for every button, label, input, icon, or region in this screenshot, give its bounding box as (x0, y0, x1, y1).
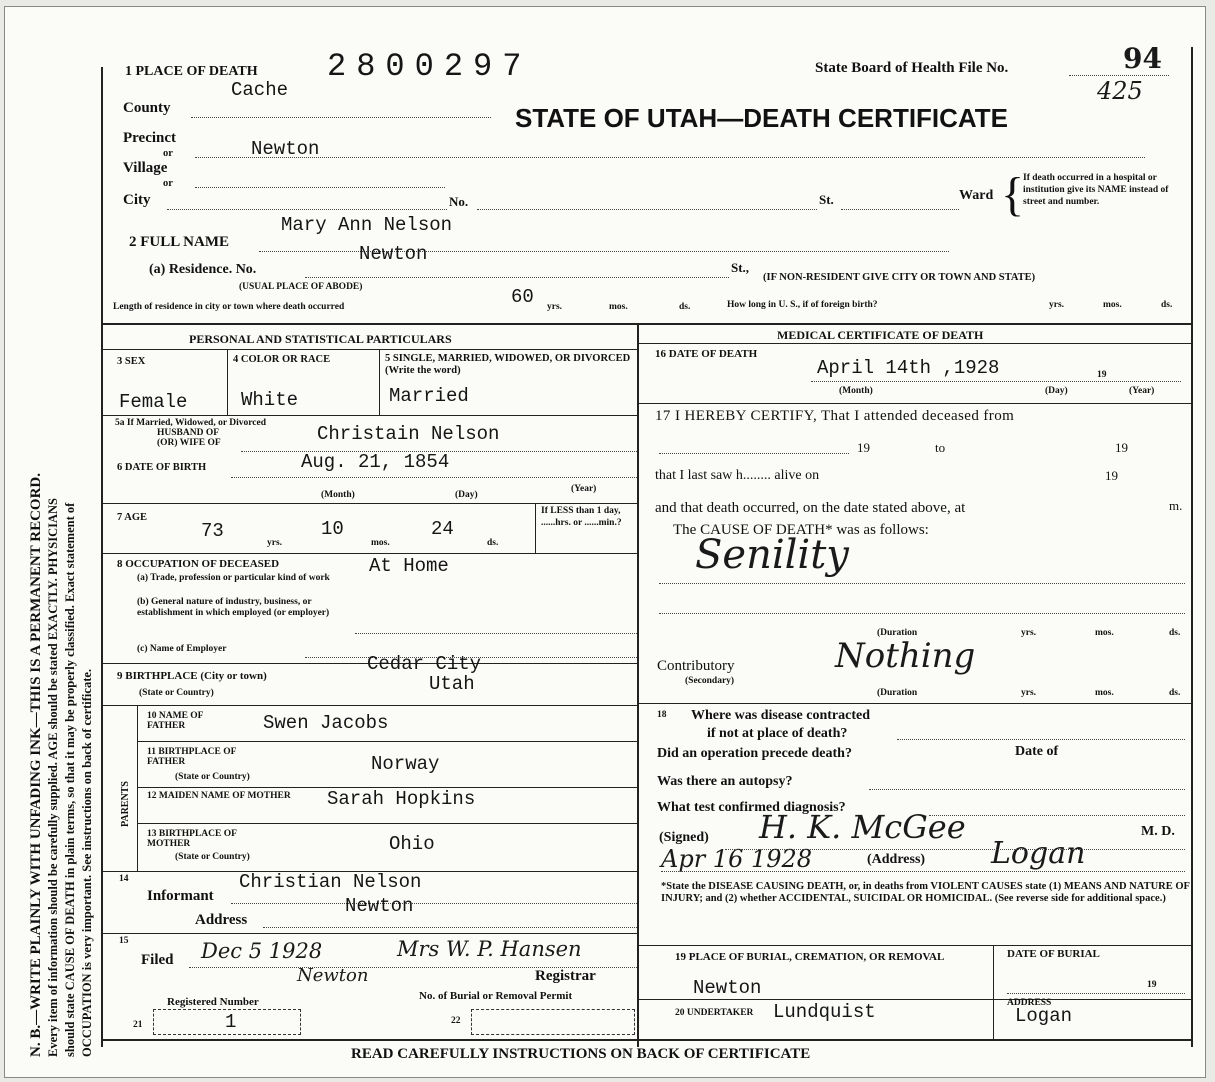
father-state-label: (State or Country) (175, 772, 250, 782)
med-address-value: Logan (991, 836, 1086, 871)
age-ds-label: ds. (487, 538, 499, 548)
yrs-label: yrs. (547, 302, 563, 312)
signed-label: (Signed) (659, 830, 709, 845)
village-label: Village (123, 160, 168, 176)
death-day-label: (Day) (1045, 386, 1068, 396)
burial-permit-box (471, 1009, 635, 1035)
certificate-number: 2800297 (327, 48, 532, 85)
burial-place-label: 19 PLACE OF BURIAL, CREMATION, OR REMOVAL (675, 951, 945, 963)
county-label: County (123, 100, 171, 116)
middle-divider (637, 323, 639, 1047)
employer-label: (c) Name of Employer (137, 644, 227, 654)
duration1-yrs: yrs. (1021, 628, 1037, 638)
certificate-title: STATE OF UTAH—DEATH CERTIFICATE (515, 103, 1008, 133)
birthplace-state: Utah (429, 673, 475, 695)
duration2-mos: mos. (1095, 688, 1114, 698)
informant-value: Christian Nelson (239, 871, 422, 893)
age-years: 73 (201, 520, 224, 542)
left-border (101, 67, 103, 1047)
ds-label-2: ds. (1161, 300, 1173, 310)
informant-address-label: Address (195, 912, 248, 928)
how-long-label: How long in U. S., if of foreign birth? (727, 300, 878, 310)
burial-permit-label: No. of Burial or Removal Permit (419, 990, 573, 1002)
secondary-label: (Secondary) (685, 676, 735, 686)
dob-value: Aug. 21, 1854 (301, 451, 450, 473)
duration2-yrs: yrs. (1021, 688, 1037, 698)
burial-place-value: Newton (693, 977, 762, 999)
side-note-2: Every item of information should be carefully supplied. AGE should be stated EXACTLY. PHYSICIANS (46, 498, 60, 1057)
cause-label: The CAUSE OF DEATH* was as follows: (673, 522, 929, 538)
medical-header: MEDICAL CERTIFICATE OF DEATH (777, 328, 984, 342)
item21-label: 21 (133, 1020, 143, 1030)
registered-number-label: Registered Number (167, 996, 259, 1008)
cause-footnote: *State the DISEASE CAUSING DEATH, or, in deaths from VIOLENT CAUSES state (1) MEANS AND NATURE OF INJURY; and (2) whether ACCIDENTAL, SUICIDAL OR HOMICIDAL. (See reverse side for additional space.) (661, 881, 1190, 905)
bottom-instruction: READ CAREFULLY INSTRUCTIONS ON BACK OF CERTIFICATE (351, 1046, 811, 1062)
full-name-label: 2 FULL NAME (129, 234, 230, 250)
operation-label: Did an operation precede death? (657, 746, 852, 761)
not-place-label: if not at place of death? (707, 726, 848, 741)
death-year-label: (Year) (1129, 386, 1155, 396)
last-saw-label: that I last saw h........ alive on (655, 468, 820, 483)
father-birthplace-value: Norway (371, 753, 440, 775)
less-than-label: If LESS than 1 day, ......hrs. or ......min.? (541, 506, 622, 529)
or-label-1: or (163, 148, 173, 159)
informant-label: Informant (147, 888, 214, 904)
spouse-label-b: HUSBAND OF (157, 428, 220, 438)
last-saw-19: 19 (1105, 468, 1118, 483)
autopsy-label: Was there an autopsy? (657, 774, 793, 789)
st2-label: St., (731, 260, 750, 275)
brace: { (1001, 168, 1025, 221)
date-of-label: Date of (1015, 744, 1059, 759)
death-occurred-m: m. (1169, 498, 1183, 513)
certify-19-a: 19 (857, 440, 870, 455)
test-label: What test confirmed diagnosis? (657, 800, 846, 815)
where-contracted-label: Where was disease contracted (691, 708, 870, 723)
registrar-signature: Mrs W. P. Hansen (397, 937, 582, 961)
item14-label: 14 (119, 874, 129, 884)
or-label-2: or (163, 178, 173, 189)
contributory-value: Nothing (835, 636, 976, 676)
burial-date-label: DATE OF BURIAL (1007, 948, 1100, 960)
age-days: 24 (431, 518, 454, 540)
length-residence-label: Length of residence in city or town where death occurred (113, 302, 345, 312)
occupation-a-label: (a) Trade, profession or particular kind of work (137, 573, 330, 583)
ward-label: Ward (959, 188, 994, 203)
father-name-value: Swen Jacobs (263, 712, 389, 734)
burial-date-19: 19 (1147, 980, 1157, 990)
spouse-label-c: (OR) WIFE OF (157, 438, 221, 448)
registrar-label: Registrar (535, 968, 596, 984)
st-label: St. (819, 192, 834, 207)
ds-label: ds. (679, 302, 691, 312)
certify-to: to (935, 440, 946, 455)
residence-city-value: Newton (359, 243, 428, 265)
file-number-label: State Board of Health File No. (815, 60, 1009, 76)
registered-number-value: 1 (225, 1011, 237, 1033)
full-name-value: Mary Ann Nelson (281, 214, 453, 236)
date-death-19: 19 (1097, 370, 1107, 380)
nonresident-label: (IF NON-RESIDENT GIVE CITY OR TOWN AND STATE) (763, 272, 1036, 283)
spouse-value: Christain Nelson (317, 423, 500, 445)
certify-label: 17 I HEREBY CERTIFY, That I attended deceased from (655, 408, 1015, 424)
marital-value: Married (389, 385, 469, 407)
filed-date: Dec 5 1928 (201, 939, 323, 963)
med-address-label: (Address) (867, 852, 926, 867)
dob-year-label: (Year) (571, 484, 597, 494)
death-occurred-label: and that death occurred, on the date stated above, at (655, 500, 966, 516)
side-note-1: N. B.—WRITE PLAINLY WITH UNFADING INK—THIS IS A PERMANENT RECORD. (28, 473, 44, 1057)
dob-day-label: (Day) (455, 490, 478, 500)
sex-value: Female (119, 391, 188, 413)
dob-month-label: (Month) (321, 490, 355, 500)
mos-label-2: mos. (1103, 300, 1122, 310)
undertaker-label: 20 UNDERTAKER (675, 1008, 754, 1018)
color-label: 4 COLOR OR RACE (233, 354, 331, 365)
occupation-b-label: (b) General nature of industry, business, or establishment in which employed (or employer) (137, 597, 330, 618)
mos-label: mos. (609, 302, 628, 312)
age-yrs-label: yrs. (267, 538, 283, 548)
yrs-label-2: yrs. (1049, 300, 1065, 310)
mother-name-label: 12 MAIDEN NAME OF MOTHER (147, 791, 291, 801)
precinct-label: Precinct (123, 130, 177, 146)
dob-label: 6 DATE OF BIRTH (117, 462, 207, 473)
section-divider (101, 323, 1191, 325)
mother-name-value: Sarah Hopkins (327, 788, 476, 810)
contributory-label: Contributory (657, 658, 735, 674)
duration-label-2: (Duration (877, 688, 918, 698)
bottom-border (101, 1039, 1191, 1041)
marital-label: 5 SINGLE, MARRIED, WIDOWED, OR DIVORCED (Write the word) (385, 353, 631, 376)
death-certificate (4, 6, 1206, 1078)
no-label: No. (449, 194, 469, 209)
undertaker-address-value: Logan (1015, 1005, 1073, 1027)
undertaker-address-label: ADDRESS (1007, 998, 1052, 1008)
undertaker-value: Lundquist (773, 1001, 876, 1023)
occupation-value: At Home (369, 555, 449, 577)
spouse-label-a: 5a If Married, Widowed, or Divorced (115, 418, 267, 428)
file-number-2: 425 (1097, 77, 1143, 105)
informant-address-value: Newton (345, 895, 414, 917)
place-of-death-label: 1 PLACE OF DEATH (125, 64, 258, 79)
filed-label: Filed (141, 952, 174, 968)
mother-birthplace-value: Ohio (389, 833, 435, 855)
death-month-label: (Month) (839, 386, 873, 396)
registrar-place: Newton (297, 965, 369, 986)
age-label: 7 AGE (117, 512, 148, 523)
residence-label: (a) Residence. No. (149, 262, 257, 277)
right-border (1191, 47, 1193, 1047)
cause-value: Senility (695, 532, 849, 578)
physician-signature: H. K. McGee (759, 808, 966, 846)
father-birthplace-label: 11 BIRTHPLACE OF FATHER (147, 747, 237, 768)
precinct-value: Newton (251, 138, 320, 160)
age-months: 10 (321, 518, 344, 540)
md-label: M. D. (1141, 824, 1175, 839)
side-note-3: should state CAUSE OF DEATH in plain terms, so that it may be properly classified. Exact statement of (63, 502, 77, 1057)
age-mos-label: mos. (371, 538, 390, 548)
duration-label-1: (Duration (877, 628, 918, 638)
birthplace-label: 9 BIRTHPLACE (City or town) (117, 670, 267, 682)
duration1-mos: mos. (1095, 628, 1114, 638)
date-death-value: April 14th ,1928 (817, 357, 1000, 379)
item22-label: 22 (451, 1016, 461, 1026)
mother-state-label: (State or Country) (175, 852, 250, 862)
side-note-4: OCCUPATION is very important. See instructions on back of certificate. (80, 668, 94, 1057)
item18-label: 18 (657, 710, 667, 720)
birthplace-city: Cedar City (367, 653, 482, 675)
duration2-ds: ds. (1169, 688, 1181, 698)
parents-label: PARENTS (120, 781, 131, 827)
duration1-ds: ds. (1169, 628, 1181, 638)
file-number: 94 (1123, 42, 1162, 75)
personal-header: PERSONAL AND STATISTICAL PARTICULARS (189, 332, 452, 346)
usual-abode-label: (USUAL PLACE OF ABODE) (239, 282, 363, 292)
father-name-label: 10 NAME OF FATHER (147, 711, 204, 732)
county-value: Cache (231, 79, 289, 101)
color-value: White (241, 389, 299, 411)
certify-19-b: 19 (1115, 440, 1128, 455)
birthplace-state-label: (State or Country) (139, 688, 214, 698)
occupation-label: 8 OCCUPATION OF DECEASED (117, 558, 280, 570)
mother-birthplace-label: 13 BIRTHPLACE OF MOTHER (147, 829, 237, 850)
item15-label: 15 (119, 936, 129, 946)
date-death-label: 16 DATE OF DEATH (655, 348, 758, 360)
sex-label: 3 SEX (117, 356, 146, 367)
signed-date: Apr 16 1928 (661, 845, 813, 873)
city-label: City (123, 192, 151, 208)
length-residence-value: 60 (511, 286, 534, 308)
hospital-note: If death occurred in a hospital or institution give its NAME instead of street and number. (1023, 173, 1169, 207)
